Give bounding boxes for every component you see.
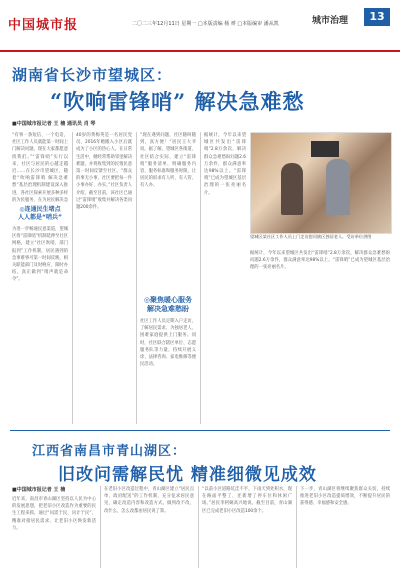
column-rule	[100, 486, 101, 568]
article1-subhead-2: ◎聚焦暖心服务 解决急难愁盼	[143, 296, 193, 313]
issue-info: 二〇二三年12月11日 星期一 □本版责编 杨 赟 □本版编审 潘从凯	[132, 21, 279, 27]
article1-subhead-1: ◎连通民生堵点 人人都是“哨兵”	[18, 206, 62, 221]
article1-paragraph-6: 据统计，今年以来望城区共发出“雷锋哨”2.8万余次，解决群众急难愁盼问题2.6万余件，群众满意率达98%以上。“雷锋哨”已成为望城区基层治理的一张亮丽名片。	[204, 133, 246, 196]
article-divider	[10, 430, 390, 431]
article2-byline: ■中国城市报记者 王 楠	[12, 487, 66, 493]
article1-paragraph-1: “有事一条短信、一个电话，社区工作人员就能第一时间上门解决问题，现在大家都愿意找我们。”“雷锋哨”实行以来，社区与居民的心越走越近……在长沙市望城区，随着“吹响雷锋哨 解决急难愁”基层治理机制建设深入推进，各社区探索开展多种多样的为民服务，在为居民解决急	[12, 133, 68, 202]
section-name: 城市治理	[312, 16, 349, 26]
article2-paragraph-4: 下一步，青山湖区将继续聚焦群众关切，持续推进老旧小区改造提质增效，不断提升居民的获得感、幸福感和安全感。	[300, 487, 390, 507]
page-number-badge: 13	[364, 8, 390, 26]
page-header	[0, 0, 400, 52]
article2-headline: 旧改问需解民忧 精准细微见成效	[58, 465, 317, 485]
article2-kicker: 江西省南昌市青山湖区：	[32, 444, 187, 459]
article1-headline: “吹响雷锋哨” 解决急难愁	[50, 89, 305, 114]
article2-paragraph-3: “以前小区道路坑洼不平，下雨天到处积水，现在路面平整了，还新增了停车位和休闲广场。”居民李阿姨高兴地说。截至目前，青山湖区已完成老旧小区改造100余个。	[202, 487, 292, 514]
newspaper-logo: 中国城市报	[8, 18, 79, 33]
article2-paragraph-2: 在老旧小区改造过程中，青山湖区建立“居民点单、政府配送”的工作机制，充分征求居民意见，确定改造内容和改造方式，做到改不改、改什么、怎么改都由居民说了算。	[104, 487, 194, 514]
article1-paragraph-3: 40岁的黄梅英是一名居民党员，2016年她搬入小区后就成为了小区的热心人。在日常生活中，她经常帮助邻里解决难题，并将收集到的民情民意第一时间反馈至社区。“群众的事无小事，社区要把每一件小事办好、办实。”社区负责人介绍，截至目前，该社区已通过“雷锋哨”收集并解决各类问题200余件。	[76, 133, 132, 211]
article1-paragraph-2: 为进一步畅通民意渠道，望城区将“雷锋哨”机制延伸至社区网格，建立“社区吹哨、部门报到”工作机制，居民遇到的急事难事可第一时间反映，相关职能部门及时响应、限时办结，真正做到“哨声就是命令”。	[12, 227, 68, 283]
article1-paragraph-7: 据统计，今年以来望城区共发出“雷锋哨”2.8万余次，解决群众急难愁盼问题2.6万余件，群众满意率达98%以上。“雷锋哨”已成为望城区基层治理的一张亮丽名片。	[250, 251, 390, 271]
article1-paragraph-5: 社区工作人员定期入户走访，了解居民需求，为独居老人、困难家庭提供上门服务。同时，社区联合辖区单位、志愿服务队等力量，持续开展义诊、法律咨询、家电维修等便民活动。	[140, 319, 196, 368]
article1-byline: ■中国城市报记者 王 楠 通讯员 肖 琴	[12, 121, 96, 127]
photo-tv-shape	[311, 141, 339, 157]
article1-paragraph-4: “现在遇到问题，社区随叫随到，真方便！”居民王大爷说。据了解，望城区各街道、社区结合实际，建立“雷锋哨”服务清单，明确服务内容、服务标准和服务时限，让居民的诉求有人听、有人管、有人办。	[140, 133, 196, 189]
article1-photo	[250, 132, 392, 234]
photo-person-shape	[326, 159, 350, 215]
column-rule	[296, 486, 297, 568]
photo-person-shape	[281, 163, 303, 215]
column-rule	[136, 132, 137, 424]
article1-photo-caption: 望城区某社区工作人员上门走访慰问辖区独居老人。受访单位供图	[250, 234, 372, 239]
article2-paragraph-1: 近年来，南昌市青山湖区坚持以人民为中心的发展思想，把老旧小区改造作为重要的民生工程来抓，通过“问需于民、问计于民”，精准对接居民需求，让老旧小区焕发新活力。	[12, 497, 96, 531]
article1-kicker: 湖南省长沙市望城区：	[12, 66, 173, 84]
column-rule	[200, 132, 201, 424]
column-rule	[198, 486, 199, 568]
column-rule	[72, 132, 73, 424]
